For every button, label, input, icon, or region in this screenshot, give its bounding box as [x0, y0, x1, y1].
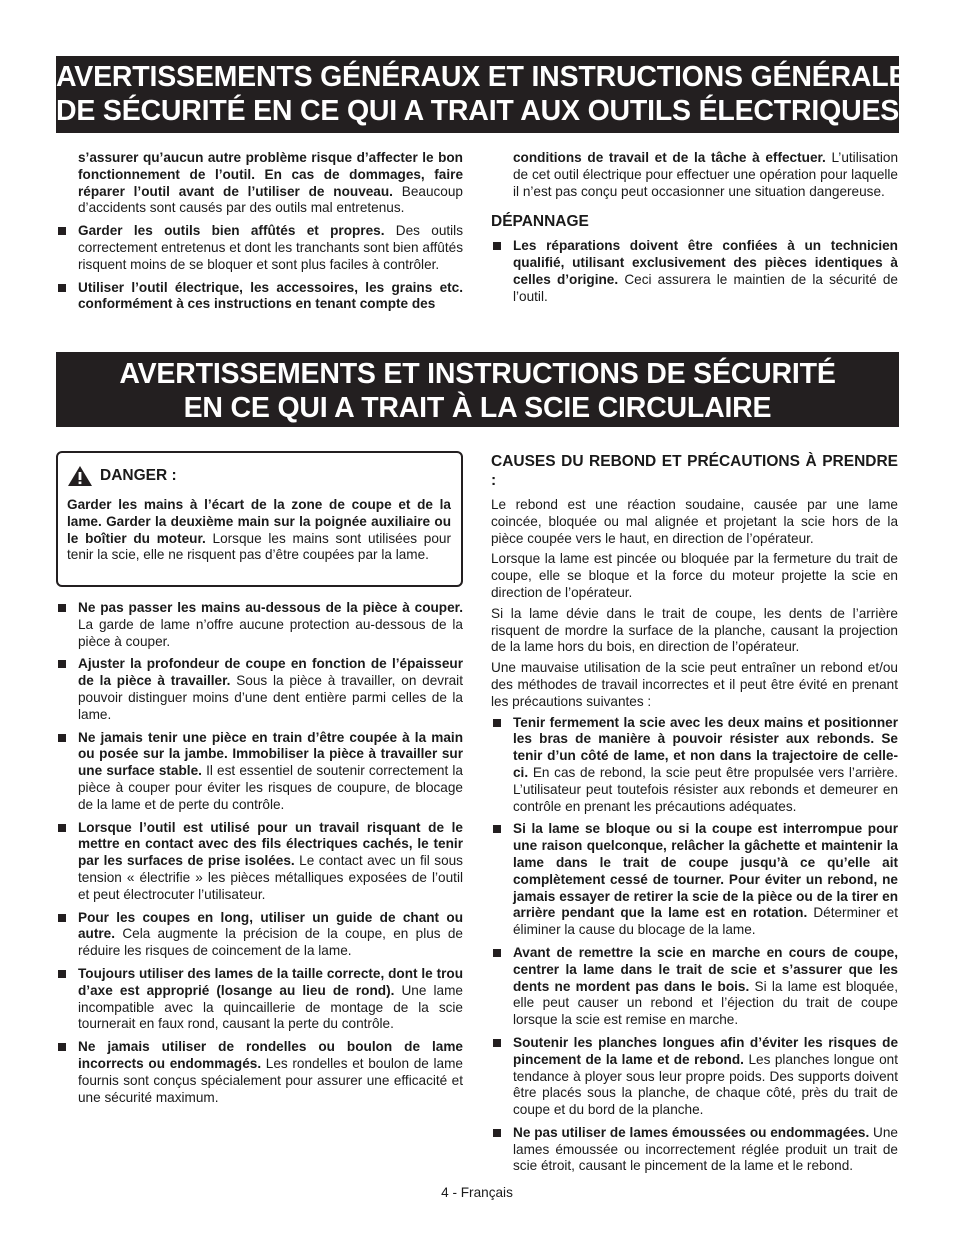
left-column [56, 600, 463, 1112]
list-item: Utiliser l’outil électrique, les accessoires, les grains etc. conformément à ces instructions en tenant compte des [56, 280, 463, 314]
right-column [491, 452, 898, 1181]
page-footer: 4 - Français [441, 1185, 513, 1200]
bullet-square-icon [58, 914, 66, 922]
continued-item: conditions de travail et de la tâche à effectuer. L’utilisation de cet outil électrique pour effectuer une opération pour laquelle il n’est pas conçu peut occasionner une situation dangereuse. [513, 150, 899, 199]
bullet-square-icon [493, 1129, 501, 1137]
bullet-square-icon [58, 284, 66, 292]
paragraph: Le rebond est une réaction soudaine, causée par une lame coincée, bloquée ou mal alignée et projetant la scie hors de la pièce coupée vers le haut, en direction de l’opérateur. [491, 497, 898, 546]
list-item: Ne pas utiliser de lames émoussées ou endommagées. Une lames émoussée ou incorrectement réglée produit un trait de scie étroit, causant le pincement de la lame et le rebond. [491, 1125, 898, 1175]
danger-text: Garder les mains à l’écart de la zone de coupe et de la lame. Garder la deuxième main sur la poignée auxiliaire ou le boîtier du moteur. Lorsque les mains sont utilisées pour tenir la scie, elle ne risquent pas d’être coupées par la lame. [67, 497, 451, 563]
bullet-square-icon [493, 719, 501, 727]
banner-title-line2: EN CE QUI A TRAIT À LA SCIE CIRCULAIRE [183, 392, 772, 424]
continued-item: s’assurer qu’aucun autre problème risque d’affecter le bon fonctionnement de l’outil. En cas de dommages, faire réparer l’outil avant de l’utiliser de nouveau. Beaucoup d’accidents sont causés par des outils mal entretenus. [78, 150, 463, 216]
bullet-square-icon [58, 227, 66, 235]
list-item: Garder les outils bien affûtés et propres. Des outils correctement entretenus et dont les tranchants sont bien affûtés risquent moins de se bloquer et sont plus faciles à contrôler. [56, 223, 463, 273]
paragraph: Si la lame dévie dans le trait de coupe, les dents de l’arrière risquent de mordre la surface de la planche, causant la projection de la lame hors du bois, en direction de l’opérateur. [491, 605, 898, 655]
list-item: Lorsque l’outil est utilisé pour un travail risquant de le mettre en contact avec des fils électriques cachés, le tenir par les surfaces de prise isolées. Le contact avec un fil sous tension « électrifie » les pièces métalliques exposées de l’outil et peut électrocuter l’utilisateur. [56, 820, 463, 904]
banner-title-line1: AVERTISSEMENTS ET INSTRUCTIONS DE SÉCURITÉ [119, 358, 836, 390]
list-item: Avant de remettre la scie en marche en cours de coupe, centrer la lame dans le trait de scie et s’assurer que les dents ne mordent pas dans le bois. Si la lame est bloquée, elle peut causer un rebond et l’éjection du trait de coupe lorsque la scie est remise en marche. [491, 945, 898, 1029]
bullet-square-icon [493, 242, 501, 250]
bullet-square-icon [58, 604, 66, 612]
section-banner-general [56, 56, 927, 133]
top-right-column [491, 150, 898, 312]
top-left-column [56, 150, 463, 319]
bullet-square-icon [493, 825, 501, 833]
list-item: Toujours utiliser des lames de la taille correcte, dont le trou d’axe est approprié (losange au lieu de rond). Une lame incompatible avec la quincaillerie de montage de la scie tournerait en faux rond, causant la perte du contrôle. [56, 966, 463, 1033]
list-item: Si la lame se bloque ou si la coupe est interrompue pour une raison quelconque, relâcher la gâchette et maintenir la lame dans le trait de coupe jusqu’à ce qu’elle ait complètement cessé de tourner. Pour éviter un rebond, ne jamais essayer de retirer la scie de la pièce ou de la tirer en arrière pendant que la lame est en rotation. Déterminer et éliminer la cause du blocage de la lame. [491, 821, 898, 939]
bullet-square-icon [493, 1039, 501, 1047]
section-heading-depannage: DÉPANNAGE [491, 213, 589, 231]
bullet-square-icon [58, 970, 66, 978]
paragraph: Une mauvaise utilisation de la scie peut entraîner un rebond et/ou des méthodes de travail incorrectes et il peut être évité en prenant les précautions suivantes : [491, 660, 898, 709]
danger-header [67, 465, 451, 487]
list-item: Les réparations doivent être confiées à un technicien qualifié, utilisant exclusivement des pièces identiques à celles d’origine. Ceci assurera le maintien de la sécurité de l’outil. [491, 238, 898, 305]
list-item: Ne jamais utiliser de rondelles ou boulon de lame incorrects ou endommagés. Les rondelles et boulon de lame fournis sont conçus spécialement pour assurer une efficacité et une sécurité maximum. [56, 1039, 463, 1106]
list-item: Tenir fermement la scie avec les deux mains et positionner les bras de manière à pouvoir résister aux rebonds. Se tenir d’un côté de lame, et non dans la trajectoire de celle-ci. En cas de rebond, la scie peut être propulsée vers l’arrière. L’utilisateur peut toutefois résister aux rebonds et demeurer en contrôle en prenant les précautions adéquates. [491, 715, 898, 816]
banner-title-line2: DE SÉCURITÉ EN CE QUI A TRAIT AUX OUTILS ÉLECTRIQUES [56, 95, 900, 127]
list-item: Pour les coupes en long, utiliser un guide de chant ou autre. Cela augmente la précision de la coupe, en plus de réduire les risques de coincement de la lame. [56, 910, 463, 960]
bullet-square-icon [58, 1043, 66, 1051]
bullet-square-icon [58, 660, 66, 668]
danger-title: DANGER : [100, 466, 177, 484]
list-item: Ne pas passer les mains au-dessous de la pièce à couper. La garde de lame n’offre aucune protection au-dessous de la pièce à couper. [56, 600, 463, 650]
list-item: Ajuster la profondeur de coupe en fonction de l’épaisseur de la pièce à travailler. Sous la pièce à travailler, on devrait pouvoir distinguer moins d’une dent entière parmi celles de la lame. [56, 656, 463, 723]
warning-triangle-icon [67, 465, 93, 487]
section-banner-circular-saw [56, 352, 899, 427]
bullet-square-icon [493, 949, 501, 957]
danger-warning-box [56, 451, 463, 587]
list-item: Ne jamais tenir une pièce en train d’être coupée à la main ou posée sur la jambe. Immobiliser la pièce à travailler sur une surface stable. Il est essentiel de soutenir correctement la pièce à couper pour éviter les risques de coupure, de blocage de la lame et de perte du contrôle. [56, 730, 463, 814]
bullet-square-icon [58, 734, 66, 742]
banner-title-line1: AVERTISSEMENTS GÉNÉRAUX ET INSTRUCTIONS GÉNÉRALES [56, 61, 927, 93]
section-heading-kickback: CAUSES DU REBOND ET PRÉCAUTIONS À PRENDRE : [491, 453, 898, 489]
bullet-square-icon [58, 824, 66, 832]
list-item: Soutenir les planches longues afin d’éviter les risques de pincement de la lame et de rebond. Les planches longue ont tendance à ployer sous leur propre poids. Des supports doivent être placés sous la planche, de chaque côté, près du trait de coupe et du bord de la planche. [491, 1035, 898, 1119]
paragraph: Lorsque la lame est pincée ou bloquée par la fermeture du trait de coupe, elle se bloque et la force du moteur projette la scie en direction de l’opérateur. [491, 551, 898, 600]
